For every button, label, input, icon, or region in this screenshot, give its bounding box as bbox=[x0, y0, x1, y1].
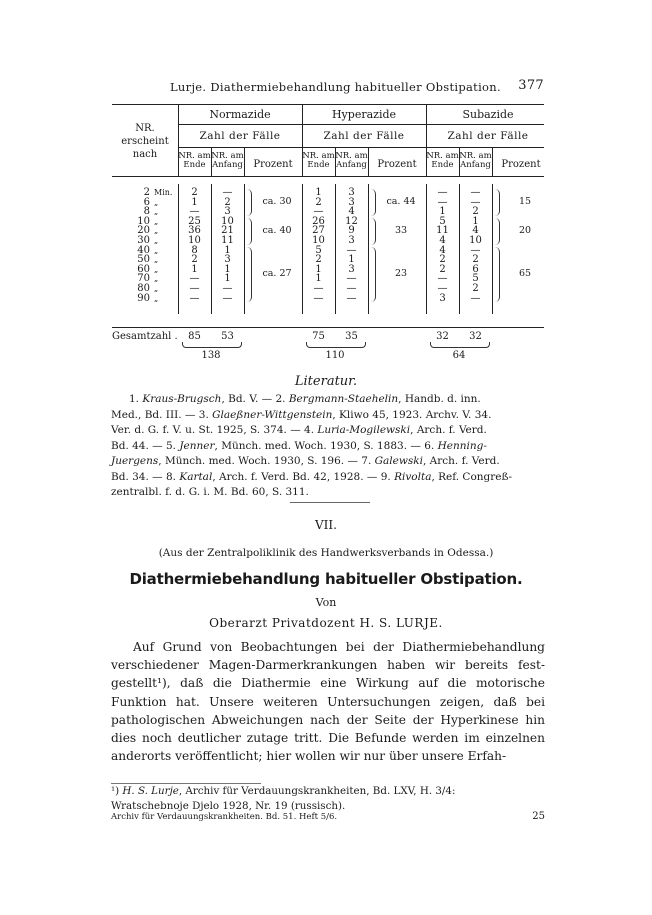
column-rule bbox=[368, 184, 369, 314]
table-cell: 27 bbox=[312, 225, 325, 237]
row-label-number: 80 bbox=[137, 282, 150, 294]
table-cell: — bbox=[189, 292, 200, 304]
table-cell: 2 bbox=[439, 254, 446, 266]
row-label-number: 90 bbox=[137, 292, 150, 304]
row-label-unit: „ bbox=[154, 283, 159, 293]
literature-line bbox=[111, 439, 545, 455]
body-text bbox=[111, 638, 545, 765]
column-rule bbox=[426, 184, 427, 314]
literature-text: Bd. 44. — 5. bbox=[111, 439, 180, 452]
table-cell: — bbox=[189, 206, 200, 218]
article-title: Diathermiebehandlung habitueller Obstipation. bbox=[129, 570, 523, 588]
table-cell: — bbox=[437, 273, 448, 285]
group-subhead: Zahl der Fälle bbox=[199, 130, 281, 142]
literature-line bbox=[111, 408, 545, 424]
journal-footer: Archiv für Verdauungskrankheiten. Bd. 51. Heft 5/6. bbox=[111, 812, 338, 822]
section-number: VII. bbox=[315, 518, 337, 532]
row-label-unit: „ bbox=[154, 274, 159, 284]
group-name: Hyperazide bbox=[331, 108, 397, 121]
value-column bbox=[211, 188, 244, 303]
table-cell: — bbox=[222, 282, 233, 294]
row-label-number: 8 bbox=[143, 206, 150, 218]
table-cell: 1 bbox=[315, 263, 322, 275]
column-head-line: NR. am bbox=[302, 151, 335, 161]
column-head-line: Ende bbox=[183, 160, 206, 171]
institution-line: (Aus der Zentralpoliklinik des Handwerksverbands in Odessa.) bbox=[158, 547, 494, 559]
table-vline bbox=[368, 147, 369, 176]
body-line: gestellt¹), daß die Diathermie eine Wirkung auf die motorische bbox=[111, 676, 545, 691]
column-head-line: Ende bbox=[307, 160, 330, 171]
column-head-line: Anfang bbox=[212, 160, 243, 171]
column-head-percent: Prozent bbox=[377, 159, 417, 170]
literature-text: , Münch. med. Woch. 1930, S. 196. — 7. bbox=[158, 455, 375, 467]
row-label bbox=[112, 294, 174, 304]
value-column bbox=[178, 188, 211, 303]
literature-author: Kraus-Brugsch bbox=[142, 393, 222, 405]
table-rule-sub bbox=[178, 147, 544, 148]
row-label-number: 40 bbox=[137, 244, 150, 256]
table-cell: 2 bbox=[224, 196, 231, 208]
table-cell: — bbox=[470, 187, 481, 198]
table-cell: — bbox=[470, 244, 481, 256]
percent-value: 33 bbox=[394, 225, 408, 237]
row-label-unit: Min. bbox=[154, 188, 173, 197]
group-name: Normazide bbox=[209, 108, 271, 121]
table-cell: 8 bbox=[191, 244, 198, 256]
total-brace bbox=[182, 342, 242, 348]
column-rule bbox=[302, 184, 303, 314]
table-cell: 2 bbox=[191, 254, 198, 266]
literature-text: , Handb. d. inn. bbox=[398, 393, 481, 405]
literature-text: , Bd. V. — 2. bbox=[221, 393, 289, 405]
column-head-line: NR. am bbox=[459, 151, 492, 161]
percent-value: 20 bbox=[518, 225, 532, 237]
column-rule bbox=[178, 184, 179, 314]
table-rule-head bbox=[112, 176, 544, 177]
table-cell: — bbox=[346, 244, 357, 256]
table-cell: 5 bbox=[315, 244, 322, 256]
row-label-unit: „ bbox=[154, 235, 159, 245]
literature-text: , Kliwo 45, 1923. Archv. V. 34. bbox=[332, 408, 492, 421]
row-label-number: 6 bbox=[143, 196, 150, 208]
percent-value: ca. 30 bbox=[262, 196, 292, 208]
row-label-unit: „ bbox=[154, 264, 159, 274]
body-line: anderorts veröffentlicht; hier wollen wir nur über unsere Erfah- bbox=[111, 749, 507, 764]
column-head-line: Anfang bbox=[460, 160, 491, 171]
table-cell: — bbox=[470, 292, 481, 304]
literature-list bbox=[111, 392, 545, 501]
column-head-percent: Prozent bbox=[253, 159, 293, 170]
table-cell: 2 bbox=[472, 206, 479, 218]
row-label-number: 60 bbox=[137, 263, 150, 275]
literature-line bbox=[111, 392, 545, 408]
table-cell: 9 bbox=[348, 225, 355, 237]
row-label-number: 20 bbox=[137, 225, 150, 237]
percent-value: ca. 44 bbox=[386, 196, 416, 208]
total-value: 32 bbox=[469, 331, 482, 342]
table-rule-top bbox=[112, 104, 544, 105]
literature-text: , Arch. f. Verd. Bd. 42, 1928. — 9. bbox=[212, 470, 395, 483]
table-cell: 10 bbox=[469, 234, 482, 246]
table-cell: 2 bbox=[472, 254, 479, 266]
total-label: Gesamtzahl . bbox=[112, 331, 178, 342]
total-value: 32 bbox=[436, 331, 449, 342]
body-line: verschiedener Magen-Darmerkrankungen haben wir bereits fest- bbox=[111, 658, 545, 673]
table-cell: 1 bbox=[315, 273, 322, 285]
table-cell: 1 bbox=[348, 254, 355, 266]
column-head-start bbox=[211, 152, 244, 171]
percent-value: 15 bbox=[518, 196, 532, 208]
table-cell: 3 bbox=[439, 292, 446, 304]
table-cell: 10 bbox=[221, 215, 234, 227]
column-rule bbox=[335, 184, 336, 314]
row-label-unit: „ bbox=[154, 207, 159, 217]
literature-author: Rivolta bbox=[394, 470, 432, 483]
literature-text: , Arch. f. Verd. bbox=[410, 424, 487, 436]
column-rule bbox=[244, 184, 245, 314]
table-cell: 25 bbox=[188, 215, 201, 227]
percent-value: 23 bbox=[394, 268, 408, 280]
table-cell: 4 bbox=[439, 234, 446, 246]
group-subhead: Zahl der Fälle bbox=[447, 130, 529, 142]
row-labels bbox=[112, 188, 174, 303]
literature-author: Glaeßner-Wittgenstein bbox=[212, 408, 333, 421]
grand-total: 138 bbox=[201, 350, 221, 361]
table-cell: 12 bbox=[345, 215, 358, 227]
literature-author: Luria-Mogilewski bbox=[317, 424, 411, 436]
value-column bbox=[335, 188, 368, 303]
literature-text: , Münch. med. Woch. 1930, S. 1883. — 6. bbox=[214, 439, 438, 452]
literature-author: Kartal bbox=[179, 470, 213, 483]
column-head-line: Anfang bbox=[336, 160, 367, 171]
literature-author: Jenner bbox=[179, 439, 215, 452]
column-head-end bbox=[426, 152, 459, 171]
signature-mark: 25 bbox=[532, 811, 545, 822]
column-head-line: NR. am bbox=[426, 151, 459, 161]
table-cell: 11 bbox=[436, 225, 449, 237]
percent-value: ca. 40 bbox=[262, 225, 292, 237]
column-head-end bbox=[178, 152, 211, 171]
footnote: ¹) H. S. Lurje, Archiv für Verdauungskrankheiten, Bd. LXV, H. 3/4: Wratschebnoje Djelo 1928, Nr. 19 (russisch). bbox=[111, 785, 456, 812]
table-rule-total bbox=[112, 327, 544, 328]
table-cell: 3 bbox=[224, 254, 231, 266]
table-cell: 1 bbox=[191, 263, 198, 275]
results-table bbox=[112, 104, 544, 364]
body-line: Auf Grund von Beobachtungen bei der Diathermiebehandlung bbox=[133, 640, 545, 654]
table-cell: — bbox=[346, 282, 357, 294]
footnote-author: H. S. Lurje bbox=[122, 785, 179, 797]
section-divider bbox=[290, 502, 370, 503]
column-head-line: NR. am bbox=[178, 151, 211, 161]
literature-text: , Arch. f. Verd. bbox=[422, 455, 500, 467]
table-cell: 11 bbox=[221, 234, 234, 246]
column-rule bbox=[492, 184, 493, 314]
literature-author: Henning- bbox=[437, 439, 487, 452]
row-label-unit: „ bbox=[154, 245, 159, 255]
row-label-unit: „ bbox=[154, 216, 159, 226]
table-cell: — bbox=[437, 187, 448, 198]
total-brace bbox=[306, 342, 366, 348]
table-cell: — bbox=[222, 292, 233, 304]
table-cell: 26 bbox=[312, 215, 325, 227]
table-cell: 4 bbox=[439, 244, 446, 256]
table-cell: 2 bbox=[191, 187, 198, 198]
table-cell: — bbox=[313, 292, 324, 304]
column-head-percent: Prozent bbox=[501, 159, 541, 170]
percent-value: ca. 27 bbox=[262, 268, 292, 280]
literature-text: Bd. 34. — 8. bbox=[111, 470, 180, 483]
table-cell: — bbox=[437, 282, 448, 294]
page-number: 377 bbox=[518, 78, 544, 93]
table-cell: 1 bbox=[224, 263, 231, 275]
literature-author: Juergens bbox=[111, 455, 159, 467]
row-label-unit: „ bbox=[154, 197, 159, 207]
row-label-number: 70 bbox=[137, 273, 150, 285]
value-column bbox=[426, 188, 459, 303]
total-value: 85 bbox=[188, 331, 201, 342]
table-cell: — bbox=[346, 292, 357, 304]
column-rule bbox=[459, 184, 460, 314]
table-vline bbox=[459, 147, 460, 176]
table-cell: — bbox=[222, 187, 233, 198]
column-head-end bbox=[302, 152, 335, 171]
table-vline bbox=[244, 147, 245, 176]
literature-text: 1. bbox=[129, 393, 143, 405]
literature-author: Bergmann-Staehelin bbox=[288, 393, 399, 405]
table-cell: 5 bbox=[472, 273, 479, 285]
grand-total: 64 bbox=[452, 350, 466, 361]
table-cell: 1 bbox=[439, 206, 446, 218]
row-label-number: 2 bbox=[143, 187, 150, 198]
row-label-unit: „ bbox=[154, 226, 159, 236]
author-line: Oberarzt Privatdozent H. S. LURJE. bbox=[209, 616, 443, 630]
table-cell: 21 bbox=[221, 225, 234, 237]
table-cell: — bbox=[189, 282, 200, 294]
table-cell: 3 bbox=[224, 206, 231, 218]
column-head-line: Ende bbox=[431, 160, 454, 171]
table-cell: 2 bbox=[315, 254, 322, 266]
grand-total: 110 bbox=[325, 350, 345, 361]
table-vline bbox=[335, 147, 336, 176]
table-cell: — bbox=[189, 273, 200, 285]
page-footer bbox=[111, 812, 545, 822]
literature-text: zentralbl. f. d. G. i. M. Bd. 60, S. 311. bbox=[111, 486, 309, 498]
table-rule-group bbox=[178, 124, 544, 125]
table-cell: — bbox=[313, 282, 324, 294]
column-head-start bbox=[459, 152, 492, 171]
table-cell: 1 bbox=[224, 273, 231, 285]
row-label-number: 10 bbox=[137, 215, 150, 227]
table-cell: — bbox=[346, 273, 357, 285]
table-cell: 1 bbox=[472, 215, 479, 227]
table-cell: 10 bbox=[188, 234, 201, 246]
table-cell: 1 bbox=[191, 196, 198, 208]
literature-line bbox=[111, 470, 545, 486]
literature-line bbox=[111, 485, 545, 501]
literature-line bbox=[111, 454, 545, 470]
table-cell: 1 bbox=[224, 244, 231, 256]
table-cell: — bbox=[470, 196, 481, 208]
body-line: Funktion hat. Unsere weiteren Untersuchungen zeigen, daß bei bbox=[111, 694, 545, 709]
column-head-line: NR. am bbox=[211, 151, 244, 161]
by-line: Von bbox=[315, 596, 337, 609]
table-cell: 3 bbox=[348, 187, 355, 198]
table-cell: 3 bbox=[348, 263, 355, 275]
running-header bbox=[112, 80, 544, 98]
column-head-start bbox=[335, 152, 368, 171]
table-cell: 10 bbox=[312, 234, 325, 246]
row-label bbox=[112, 188, 174, 198]
table-cell: 1 bbox=[315, 187, 322, 198]
value-column bbox=[459, 188, 492, 303]
literature-text: Ver. d. G. f. V. u. St. 1925, S. 374. — 4. bbox=[111, 424, 318, 436]
table-vline bbox=[492, 147, 493, 176]
row-header: NR. erscheint nach bbox=[121, 123, 169, 160]
table-cell: 2 bbox=[315, 196, 322, 208]
literature-text: , Ref. Congreß- bbox=[431, 470, 513, 483]
column-head-line: NR. am bbox=[335, 151, 368, 161]
body-line: dies noch deutlicher zutage tritt. Die Befunde werden im einzelnen bbox=[111, 731, 545, 746]
row-label-unit: „ bbox=[154, 255, 159, 265]
table-vline bbox=[211, 147, 212, 176]
group-subhead: Zahl der Fälle bbox=[323, 130, 405, 142]
row-label bbox=[112, 198, 174, 208]
literature-author: Galewski bbox=[374, 455, 423, 467]
table-cell: 4 bbox=[472, 225, 479, 237]
literature-line bbox=[111, 423, 545, 439]
total-value: 53 bbox=[221, 331, 234, 342]
table-cell: 5 bbox=[439, 215, 446, 227]
table-cell: 36 bbox=[188, 225, 201, 237]
percent-value: 65 bbox=[518, 268, 532, 280]
table-cell: 2 bbox=[439, 263, 446, 275]
row-label-unit: „ bbox=[154, 293, 159, 303]
running-title: Lurje. Diathermiebehandlung habitueller Obstipation. bbox=[170, 80, 501, 94]
total-value: 75 bbox=[312, 331, 325, 342]
table-cell: 3 bbox=[348, 234, 355, 246]
row-label-number: 50 bbox=[137, 254, 150, 266]
literature-text: Med., Bd. III. — 3. bbox=[111, 408, 213, 421]
table-cell: — bbox=[313, 206, 324, 218]
group-name: Subazide bbox=[462, 108, 514, 121]
table-cell: 6 bbox=[472, 263, 479, 275]
literature-heading: Literatur. bbox=[294, 374, 358, 389]
total-value: 35 bbox=[345, 331, 358, 342]
table-cell: 4 bbox=[348, 206, 355, 218]
value-column bbox=[302, 188, 335, 303]
table-cell: 3 bbox=[348, 196, 355, 208]
table-cell: 2 bbox=[472, 282, 479, 294]
row-label-number: 30 bbox=[137, 234, 150, 246]
column-rule bbox=[211, 184, 212, 314]
body-line: pathologischen Abweichungen nach der Seite der Hyperkinese hin bbox=[111, 712, 545, 727]
total-brace bbox=[430, 342, 490, 348]
table-cell: — bbox=[437, 196, 448, 208]
